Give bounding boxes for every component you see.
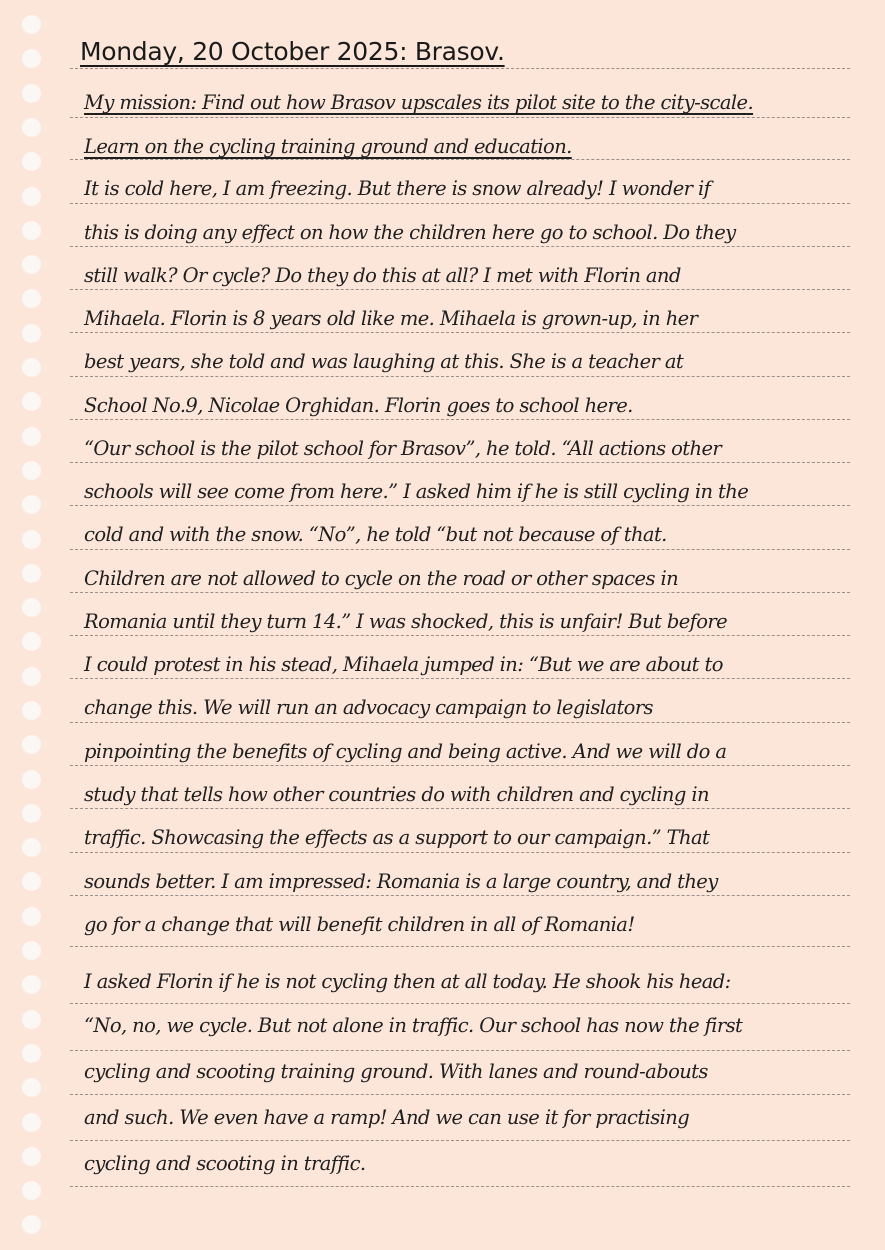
text-line: Mihaela. Florin is 8 years old like me. Mihaela is grown-up, in her [84,307,698,330]
binder-hole [22,118,41,137]
binder-hole [22,289,41,308]
binder-hole [22,1044,41,1063]
ruled-line [70,68,850,69]
binder-hole [22,564,41,583]
ruled-line [70,376,850,377]
binder-hole [22,1215,41,1234]
ruled-line [70,203,850,204]
binder-hole [22,1010,41,1029]
binder-hole [22,1181,41,1200]
binder-hole [22,701,41,720]
binder-hole [22,221,41,240]
binder-hole [22,358,41,377]
ruled-line [70,117,850,118]
binder-hole [22,598,41,617]
text-line: traffic. Showcasing the effects as a support to our campaign.” That [84,826,710,849]
binder-hole [22,872,41,891]
text-line: School No.9, Nicolae Orghidan. Florin goes to school here. [84,394,633,417]
binder-hole [22,667,41,686]
binder-hole [22,84,41,103]
binder-hole [22,975,41,994]
binder-hole [22,255,41,274]
ruled-line [70,549,850,550]
text-line: “No, no, we cycle. But not alone in traffic. Our school has now the first [84,1014,743,1037]
ruled-line [70,1003,850,1004]
binder-hole [22,530,41,549]
binder-hole [22,632,41,651]
text-line: Children are not allowed to cycle on the road or other spaces in [84,567,679,590]
binder-hole [22,152,41,171]
text-line: cycling and scooting training ground. With lanes and round-abouts [84,1060,708,1083]
binder-hole [22,187,41,206]
ruled-line [70,1186,850,1187]
text-line: “Our school is the pilot school for Brasov”, he told. “All actions other [84,437,722,460]
ruled-line [70,722,850,723]
binder-hole [22,324,41,343]
text-line: cycling and scooting in traffic. [84,1152,366,1175]
text-line: sounds better. I am impressed: Romania is a large country, and they [84,870,718,893]
binder-hole [22,1078,41,1097]
text-line: schools will see come from here.” I asked him if he is still cycling in the [84,480,749,503]
binder-hole [22,770,41,789]
text-line: cold and with the snow. “No”, he told “but not because of that. [84,523,667,546]
binder-hole [22,1113,41,1132]
text-line: study that tells how other countries do with children and cycling in [84,783,709,806]
ruled-line [70,1140,850,1141]
binder-hole [22,15,41,34]
text-line: I asked Florin if he is not cycling then at all today. He shook his head: [84,970,731,993]
binder-hole [22,735,41,754]
mission-line: Learn on the cycling training ground and education. [84,135,572,158]
binder-hole [22,804,41,823]
text-line: and such. We even have a ramp! And we can use it for practising [84,1106,690,1129]
text-line: best years, she told and was laughing at this. She is a teacher at [84,350,684,373]
binder-hole [22,838,41,857]
binder-hole [22,1147,41,1166]
text-line: this is doing any effect on how the children here go to school. Do they [84,221,736,244]
ruled-line [70,1050,850,1051]
text-line: pinpointing the benefits of cycling and being active. And we will do a [84,740,727,763]
mission-line: My mission: Find out how Brasov upscales its pilot site to the city-scale. [84,91,754,114]
binder-hole [22,49,41,68]
ruled-line [70,946,850,947]
text-line: change this. We will run an advocacy campaign to legislators [84,696,653,719]
binder-hole [22,392,41,411]
binder-hole [22,941,41,960]
binder-holes [22,0,42,1250]
text-line: I could protest in his stead, Mihaela jumped in: “But we are about to [84,653,723,676]
ruled-line [70,1094,850,1095]
diary-entry-title: Monday, 20 October 2025: Brasov. [80,37,505,66]
binder-hole [22,907,41,926]
binder-hole [22,427,41,446]
ruled-line [70,852,850,853]
text-line: still walk? Or cycle? Do they do this at all? I met with Florin and [84,264,681,287]
text-line: Romania until they turn 14.” I was shocked, this is unfair! But before [84,610,728,633]
text-line: It is cold here, I am freezing. But there is snow already! I wonder if [84,177,711,200]
binder-hole [22,461,41,480]
binder-hole [22,495,41,514]
text-line: go for a change that will benefit children in all of Romania! [84,913,635,936]
